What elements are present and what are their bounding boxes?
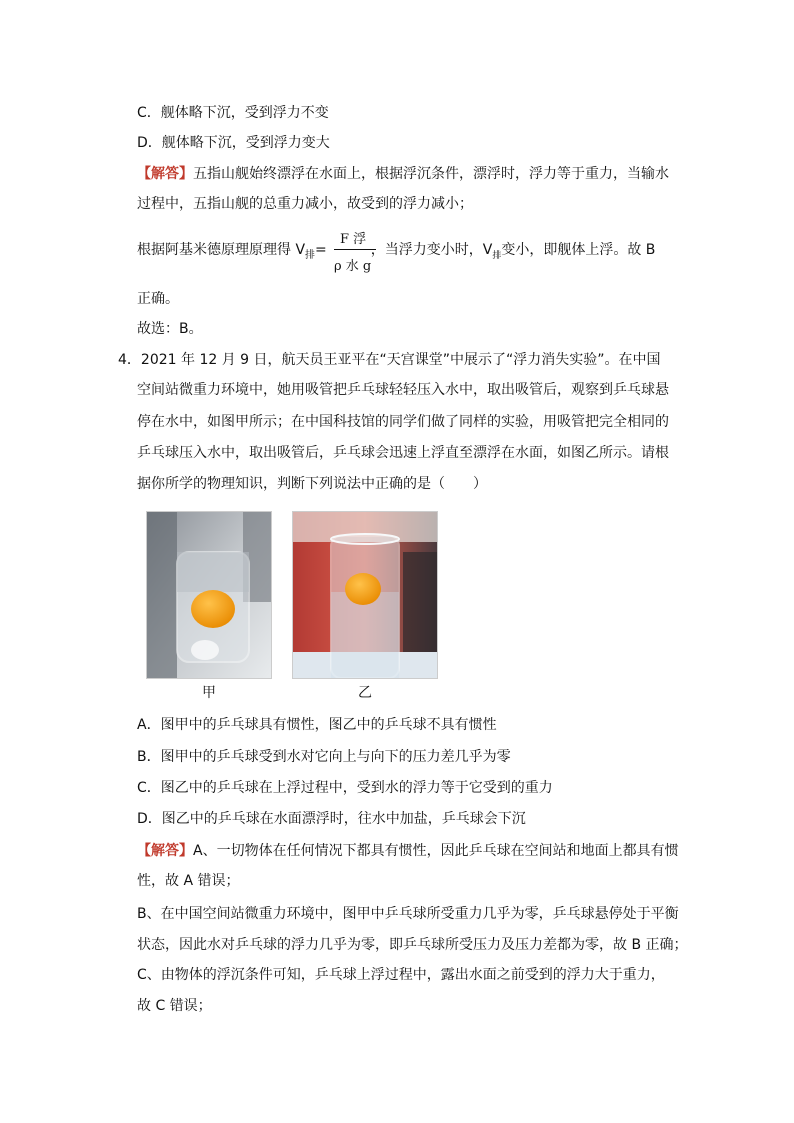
question-text: 2021 年 12 月 9 日，航天员王亚平在“天宫课堂”中展示了“浮力消失实验”。在中国 xyxy=(140,352,661,368)
answer-text: A、一切物体在任何情况下都具有惯性，因此乒乓球在空间站和地面上都具有惯 xyxy=(193,843,679,859)
photo-jia xyxy=(146,511,272,679)
photo-jia-image xyxy=(147,512,271,678)
formula-sub: 排 xyxy=(305,249,316,261)
fraction-numerator: F 浮 xyxy=(340,232,367,247)
option-a: A．图甲中的乒乓球具有惯性，图乙中的乒乓球不具有惯性 xyxy=(137,717,497,733)
answer-3-line4: 正确。 xyxy=(137,291,179,307)
photo-yi-image xyxy=(293,512,437,678)
formula-eq: = xyxy=(315,242,327,258)
photo-yi xyxy=(292,511,438,679)
answer-4-line1 xyxy=(137,841,679,861)
formula-line xyxy=(137,240,655,266)
answer-4-line3: B、在中国空间站微重力环境中，图甲中乒乓球所受重力几乎为零，乒乓球悬停处于平衡 xyxy=(137,906,679,922)
question-4-line3: 停在水中，如图甲所示；在中国科技馆的同学们做了同样的实验，用吸管把完全相同的 xyxy=(137,414,669,430)
option-d-q4: D．图乙中的乒乓球在水面漂浮时，往水中加盐，乒乓球会下沉 xyxy=(137,811,526,827)
question-number: 4． xyxy=(118,352,141,368)
caption-yi: 乙 xyxy=(358,685,372,701)
option-c-q4: C．图乙中的乒乓球在上浮过程中，受到水的浮力等于它受到的重力 xyxy=(137,780,553,796)
fraction-denominator: ρ 水 g xyxy=(334,259,372,274)
answer-tag: 【解答】 xyxy=(137,166,193,182)
answer-4-line6: 故 C 错误； xyxy=(137,998,212,1014)
formula-prefix: 根据阿基米德原理原理得 V xyxy=(137,242,306,258)
answer-3-line1 xyxy=(137,164,669,184)
answer-4-line2: 性，故 A 错误； xyxy=(137,873,240,889)
question-4-line2: 空间站微重力环境中，她用吸管把乒乓球轻轻压入水中，取出吸管后，观察到乒乓球悬 xyxy=(137,382,669,398)
question-4-line1 xyxy=(118,350,661,370)
answer-3-choice: 故选：B。 xyxy=(137,321,203,337)
formula-suffix: ，当浮力变小时，V xyxy=(370,242,493,258)
answer-4-line4: 状态，因此水对乒乓球的浮力几乎为零，即乒乓球所受压力及压力差都为零，故 B 正确； xyxy=(137,937,688,953)
question-4-line4: 乒乓球压入水中，取出吸管后，乒乓球会迅速上浮直至漂浮在水面，如图乙所示。请根 xyxy=(137,445,669,461)
fraction-bar xyxy=(334,249,376,250)
answer-tag: 【解答】 xyxy=(137,843,193,859)
answer-3-line2: 过程中，五指山舰的总重力减小，故受到的浮力减小； xyxy=(137,196,473,212)
option-b: B．图甲中的乒乓球受到水对它向上与向下的压力差几乎为零 xyxy=(137,749,511,765)
option-c: C．舰体略下沉，受到浮力不变 xyxy=(137,105,329,121)
suffix-sub: 排 xyxy=(492,250,502,261)
formula-end: 变小，即舰体上浮。故 B xyxy=(501,242,656,258)
option-d: D．舰体略下沉，受到浮力变大 xyxy=(137,135,330,151)
answer-4-line5: C、由物体的浮沉条件可知，乒乓球上浮过程中，露出水面之前受到的浮力大于重力， xyxy=(137,967,665,983)
question-4-line5: 据你所学的物理知识，判断下列说法中正确的是（ ） xyxy=(137,476,487,492)
caption-jia: 甲 xyxy=(202,685,216,701)
answer-text: 五指山舰始终漂浮在水面上，根据浮沉条件，漂浮时，浮力等于重力，当输水 xyxy=(193,166,669,182)
